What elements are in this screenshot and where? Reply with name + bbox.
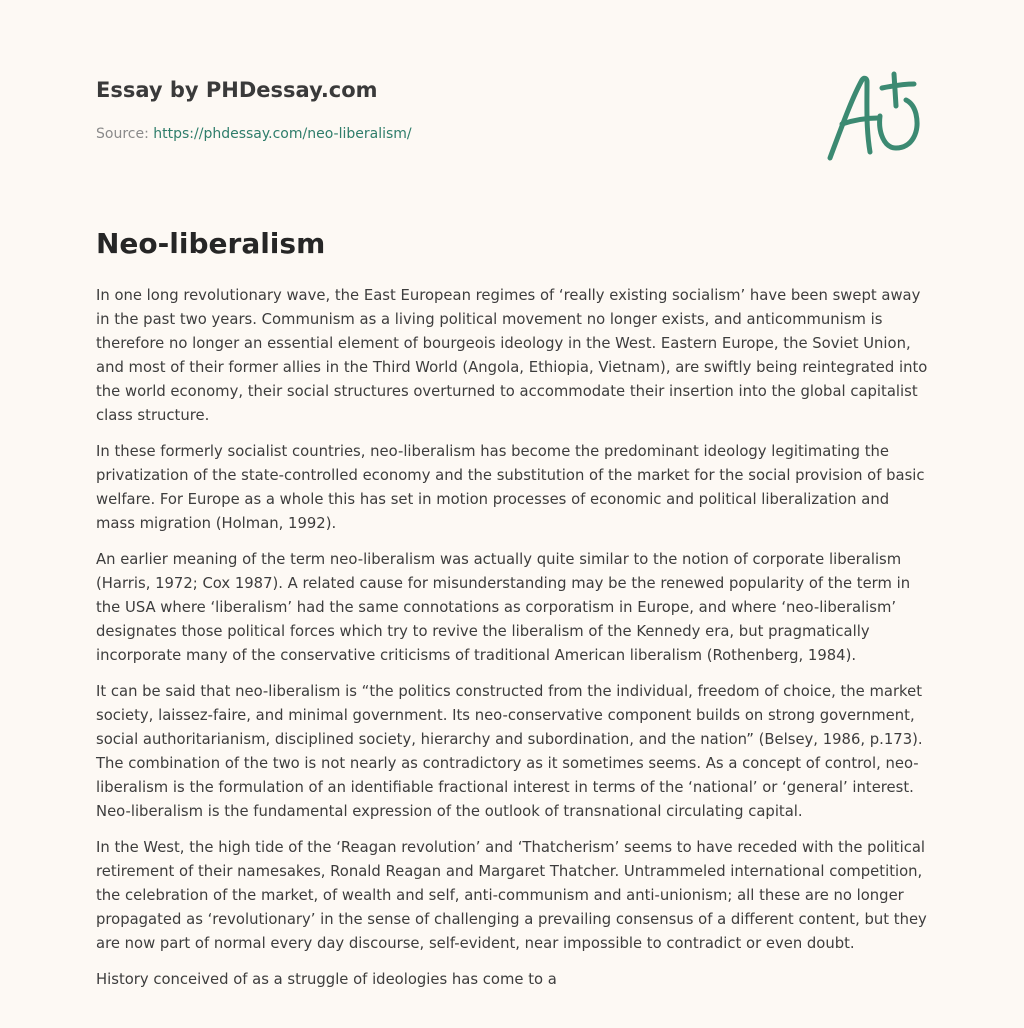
article bbox=[96, 226, 930, 1004]
site-title: Essay by PHDessay.com bbox=[96, 78, 378, 102]
a-plus-logo-svg bbox=[820, 66, 930, 166]
a-plus-grade-icon bbox=[820, 66, 930, 166]
source-link[interactable]: https://phdessay.com/neo-liberalism/ bbox=[153, 126, 412, 142]
paragraph-2: In these formerly socialist countries, neo-liberalism has become the predominant ideology legitimating the privatization of the state-controlled economy and the substitution of the market for the social provision of basic welfare. For Europe as a whole this has set in motion processes of economic and political liberalization and mass migration (Holman, 1992). bbox=[96, 443, 925, 532]
essay-title: Neo-liberalism bbox=[96, 227, 326, 260]
paragraph-1: In one long revolutionary wave, the East European regimes of ‘really existing socialism’ have been swept away in the past two years. Communism as a living political movement no longer exists, and anticommunism is therefore no longer an essential element of bourgeois ideology in the West. Eastern Europe, the Soviet Union, and most of their former allies in the Third World (Angola, Ethiopia, Vietnam), are swiftly being reintegrated into the world economy, their social structures overturned to accommodate their insertion into the global capitalist class structure. bbox=[96, 287, 928, 424]
source-line bbox=[96, 124, 736, 144]
circle-stroke bbox=[880, 100, 917, 148]
plus-horizontal bbox=[882, 84, 914, 88]
paragraph-5: In the West, the high tide of the ‘Reagan revolution’ and ‘Thatcherism’ seems to have receded with the political retirement of their namesakes, Ronald Reagan and Margaret Thatcher. Untrammeled international competition, the celebration of the market, of wealth and self, anti-communism and anti-unionism; all these are no longer propagated as ‘revolutionary’ in the sense of challenging a prevailing consensus of a different content, but they are now part of normal every day discourse, self-evident, near impossible to contradict or even doubt. bbox=[96, 839, 927, 952]
plus-vertical bbox=[894, 74, 896, 106]
page-header bbox=[96, 76, 736, 144]
paragraph-3: An earlier meaning of the term neo-liberalism was actually quite similar to the notion of corporate liberalism (Harris, 1972; Cox 1987). A related cause for misunderstanding may be the renewed popularity of the term in the USA where ‘liberalism’ had the same connotations as corporatism in Europe, and where ‘neo-liberalism’ designates those political forces which try to revive the liberalism of the Kennedy era, but pragmatically incorporate many of the conservative criticisms of traditional American liberalism (Rothenberg, 1984). bbox=[96, 551, 911, 664]
paragraph-4: It can be said that neo-liberalism is “the politics constructed from the individual, freedom of choice, the market society, laissez-faire, and minimal government. Its neo-conservative component builds on strong government, social authoritarianism, disciplined society, hierarchy and subordination, and the nation” (Belsey, 1986, p.173). The combination of the two is not nearly as contradictory as it sometimes seems. As a concept of control, neo-liberalism is the formulation of an identifiable fractional interest in terms of the ‘national’ or ‘general’ interest. Neo-liberalism is the fundamental expression of the outlook of transnational circulating capital. bbox=[96, 683, 923, 820]
paragraph-6: History conceived of as a struggle of ideologies has come to a bbox=[96, 971, 557, 988]
source-label: Source: bbox=[96, 126, 154, 142]
